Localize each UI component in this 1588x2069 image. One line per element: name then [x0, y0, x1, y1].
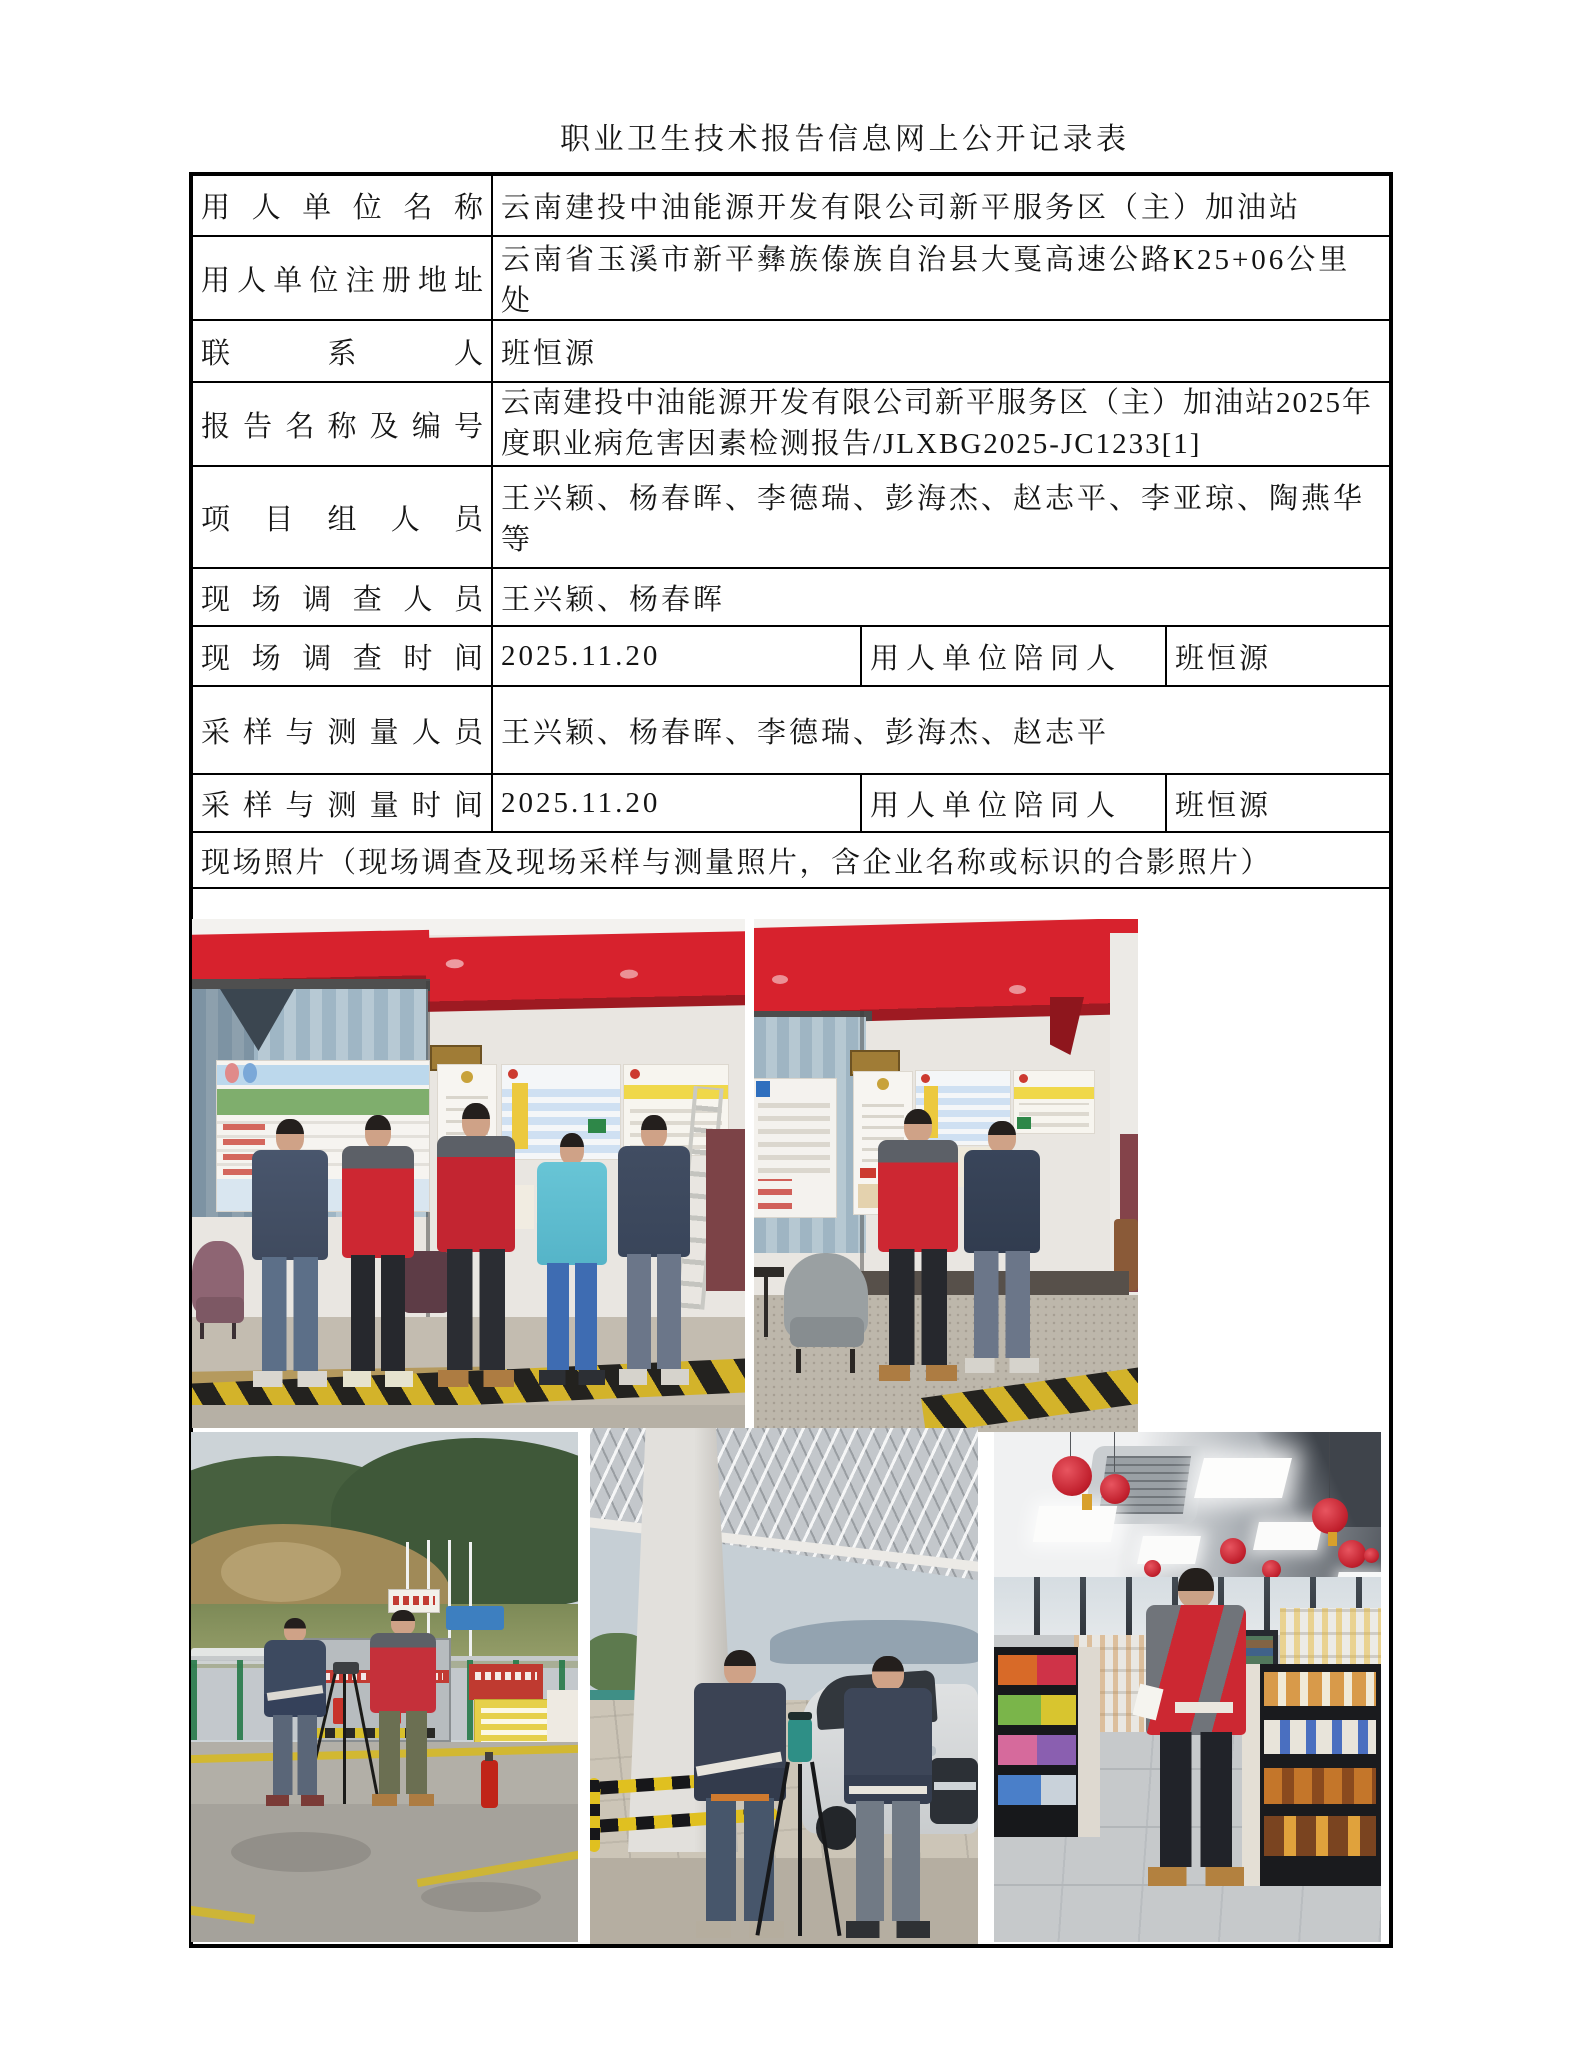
row-label: 采样与测量时间	[191, 774, 492, 832]
table-row	[191, 774, 1391, 832]
blue-containers	[446, 1606, 504, 1630]
row-value: 王兴颖、杨春晖、李德瑞、彭海杰、赵志平	[492, 686, 1391, 774]
row-label: 联系人	[191, 320, 492, 382]
person-navy	[962, 1121, 1042, 1373]
led-panel	[1137, 1536, 1201, 1564]
flag-pole	[469, 1542, 472, 1664]
person-navy-1	[250, 1119, 330, 1387]
green-safety-sign	[588, 1119, 606, 1133]
accompany-label: 用人单位陪同人	[861, 626, 1166, 686]
site-photo-canopy	[590, 1428, 978, 1944]
armchair	[192, 1241, 248, 1341]
person-navy-left	[692, 1650, 788, 1938]
person-red	[876, 1109, 960, 1381]
lantern	[1338, 1540, 1366, 1568]
maroon-wall-panel	[706, 1129, 745, 1291]
instrument-on-tripod	[778, 1718, 824, 1944]
site-photo-group-five	[192, 919, 745, 1428]
led-panel	[1033, 1506, 1117, 1542]
led-panel	[1253, 1522, 1323, 1550]
lantern	[1220, 1538, 1246, 1564]
row-label: 用人单位注册地址	[191, 236, 492, 320]
page-title: 职业卫生技术报告信息网上公开记录表	[560, 123, 1130, 156]
table-row	[191, 832, 1391, 888]
row-value: 王兴颖、杨春晖	[492, 568, 1391, 626]
row-label: 用人单位名称	[191, 174, 492, 236]
lantern	[1364, 1548, 1379, 1563]
person-navy-2	[616, 1115, 692, 1385]
person-red-2	[435, 1103, 517, 1387]
table-row	[191, 626, 1391, 686]
row-value-date: 2025.11.20	[492, 626, 861, 686]
fire-extinguisher	[481, 1760, 498, 1808]
row-label: 现场调查时间	[191, 626, 492, 686]
left-gondola	[994, 1647, 1100, 1837]
site-photo-group-two	[754, 919, 1138, 1432]
right-gondola	[1242, 1664, 1381, 1886]
row-label: 现场调查人员	[191, 568, 492, 626]
table-row	[191, 568, 1391, 626]
person-navy-right	[842, 1656, 934, 1938]
person-red-1	[340, 1115, 416, 1387]
row-value: 云南建投中油能源开发有限公司新平服务区（主）加油站	[492, 174, 1391, 236]
row-value: 王兴颖、杨春晖、李德瑞、彭海杰、赵志平、李亚琼、陶燕华等	[492, 466, 1391, 568]
person-store-staff	[1144, 1568, 1248, 1886]
person-cyan	[536, 1133, 608, 1385]
table-row	[191, 466, 1391, 568]
accompany-name: 班恒源	[1166, 774, 1391, 832]
red-text-sign	[389, 1590, 439, 1612]
side-table	[754, 1267, 784, 1277]
site-photo-store	[994, 1432, 1381, 1942]
person-red-sampler	[369, 1610, 437, 1806]
table-row	[191, 686, 1391, 774]
lantern	[1100, 1474, 1130, 1504]
row-value: 班恒源	[492, 320, 1391, 382]
row-label: 项目组人员	[191, 466, 492, 568]
accompany-label: 用人单位陪同人	[861, 774, 1166, 832]
table-row	[191, 174, 1391, 236]
table-row	[191, 382, 1391, 466]
poster-on-glass	[754, 1079, 836, 1217]
gray-armchair	[784, 1253, 872, 1373]
table-row	[191, 236, 1391, 320]
row-value: 云南省玉溪市新平彝族傣族自治县大戛高速公路K25+06公里处	[492, 236, 1391, 320]
accompany-name: 班恒源	[1166, 626, 1391, 686]
person-navy-sampler	[263, 1618, 327, 1806]
row-value-date: 2025.11.20	[492, 774, 861, 832]
tripod	[331, 1668, 361, 1808]
photos-caption: 现场照片（现场调查及现场采样与测量照片，含企业名称或标识的合影照片）	[191, 832, 1391, 888]
site-photo-unloading-area	[191, 1432, 578, 1942]
lantern	[1312, 1498, 1348, 1534]
table-row	[191, 320, 1391, 382]
row-label: 报告名称及编号	[191, 382, 492, 466]
row-value: 云南建投中油能源开发有限公司新平服务区（主）加油站2025年度职业病危害因素检测报告/JLXBG2025-JC1233[1]	[492, 382, 1391, 466]
row-label: 采样与测量人员	[191, 686, 492, 774]
led-panel	[1194, 1458, 1292, 1498]
red-sign-board	[469, 1664, 543, 1700]
